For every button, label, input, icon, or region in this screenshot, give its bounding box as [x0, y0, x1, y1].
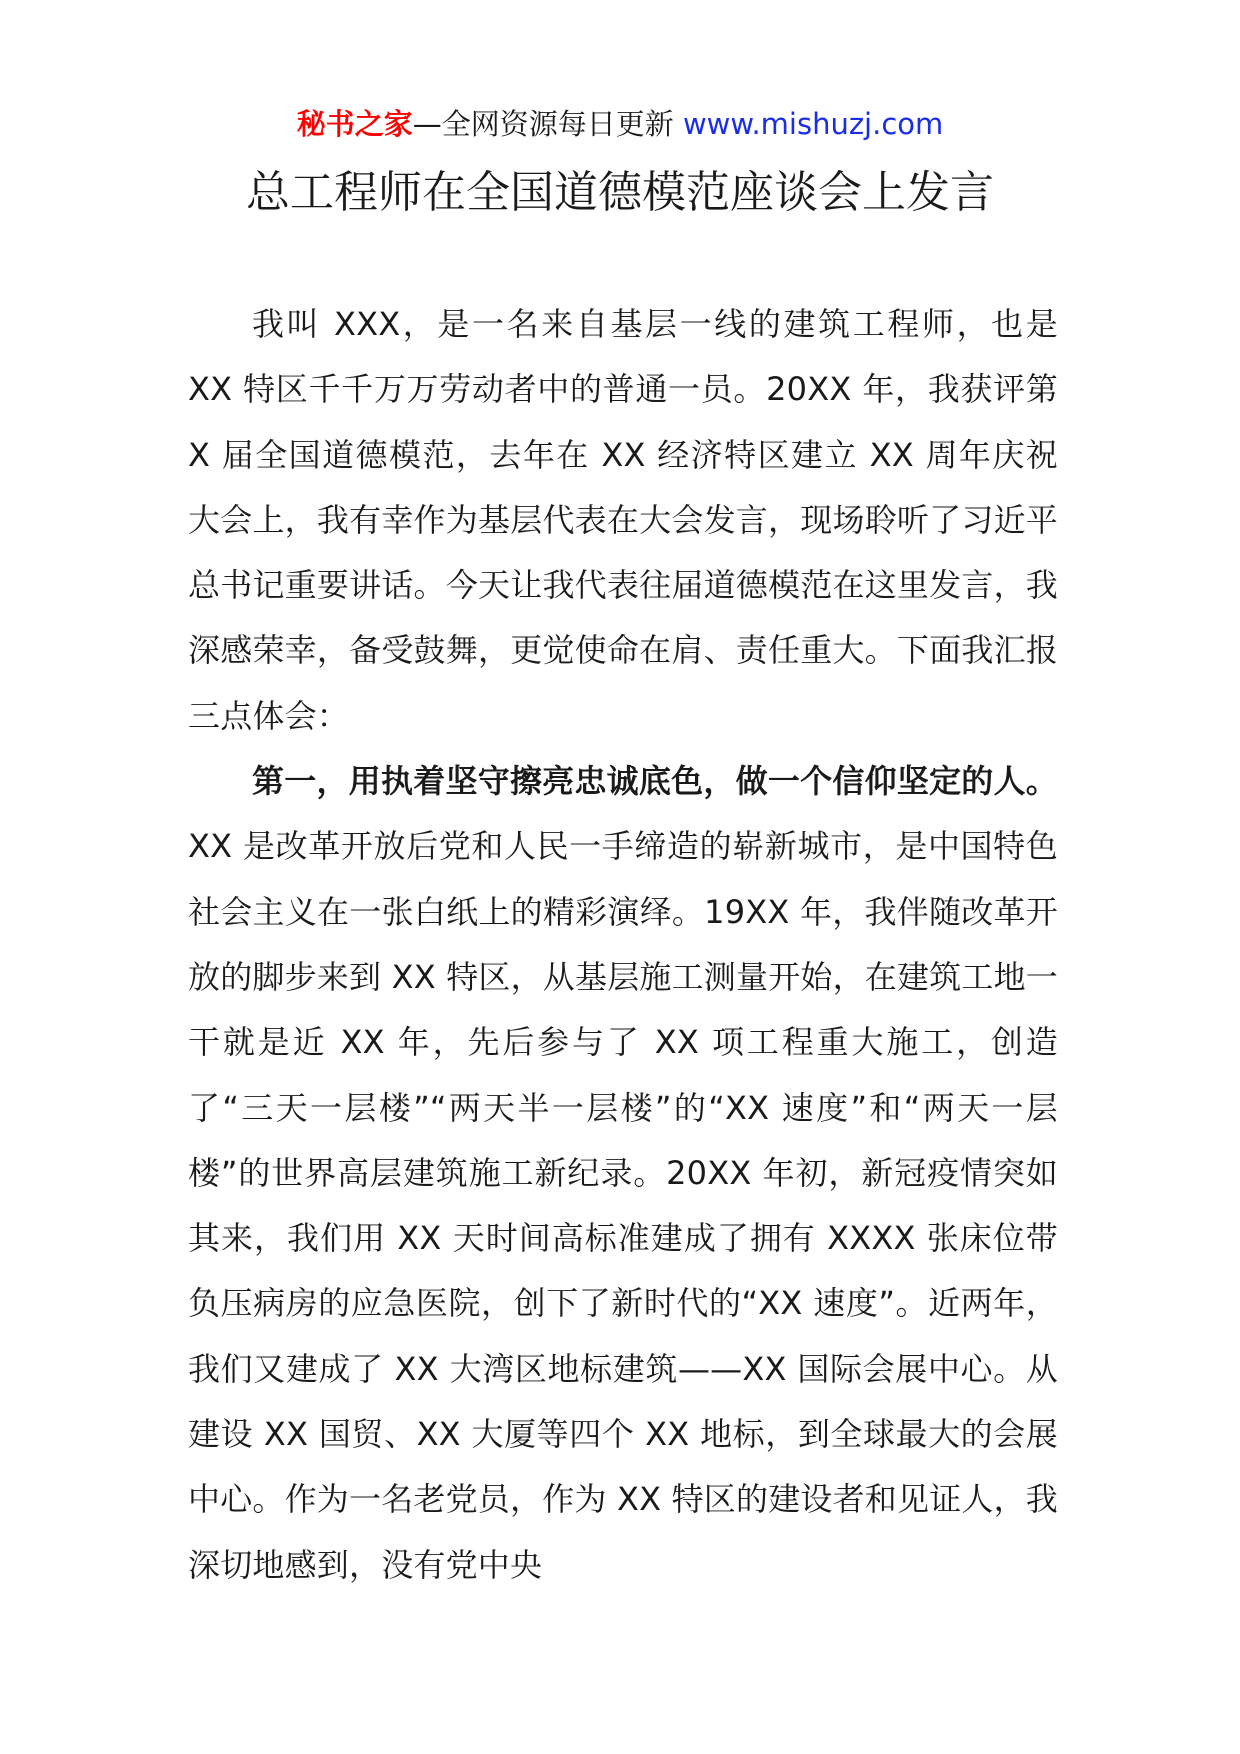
site-url-link[interactable]: www.mishuzj.com	[682, 107, 944, 141]
paragraph-text: XX 是改革开放后党和人民一手缔造的崭新城市，是中国特色社会主义在一张白纸上的精彩演绎。19XX 年，我伴随改革开放的脚步来到 XX 特区，从基层施工测量开始，在建筑工地一干就是近 XX 年，先后参与了 XX 项工程重大施工，创造了“三天一层楼”“两天半一层楼”的“XX 速度”和“两天一层楼”的世界高层建筑施工新纪录。20XX 年初，新冠疫情突如其来，我们用 XX 天时间高标准建成了拥有 XXXX 张床位带负压病房的应急医院，创下了新时代的“XX 速度”。近两年，我们又建成了 XX 大湾区地标建筑——XX 国际会展中心。从建设 XX 国贸、XX 大厦等四个 XX 地标，到全球最大的会展中心。作为一名老党员，作为 XX 特区的建设者和见证人，我深切地感到，没有党中央	[188, 827, 1058, 1584]
document-title: 总工程师在全国道德模范座谈会上发言	[246, 167, 994, 218]
paragraph-text: 我叫 XXX，是一名来自基层一线的建筑工程师，也是 XX 特区千千万万劳动者中的普通一员。20XX 年，我获评第 X 届全国道德模范，去年在 XX 经济特区建立 XX 周年庆祝大会上，我有幸作为基层代表在大会发言，现场聆听了习近平总书记重要讲话。今天让我代表往届道德模范在这里发言，我深感荣幸，备受鼓舞，更觉使命在肩、责任重大。下面我汇报三点体会：	[188, 305, 1058, 735]
header-tagline: —全网资源每日更新	[412, 107, 683, 141]
paragraph-intro	[188, 292, 1058, 749]
document-body	[188, 292, 1058, 1598]
site-header	[0, 104, 1240, 144]
brand-name: 秘书之家	[296, 107, 413, 141]
paragraph-lead: 第一，用执着坚守擦亮忠诚底色，做一个信仰坚定的人。	[252, 762, 1058, 801]
paragraph-point-one	[188, 749, 1058, 1598]
